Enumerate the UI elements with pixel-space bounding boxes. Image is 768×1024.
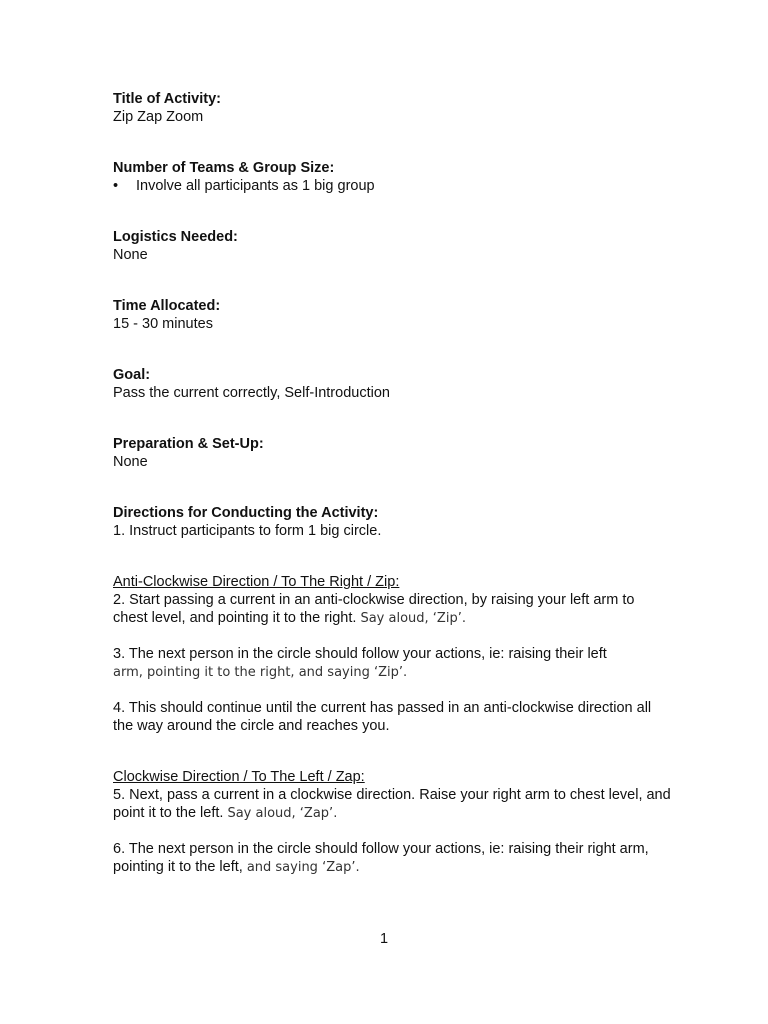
bullet-icon: • [113, 178, 119, 194]
step-6-quote: and saying ‘Zap’. [246, 860, 360, 875]
step-2-quote: Say aloud, ‘Zip’. [360, 611, 466, 626]
step-5-text: 5. Next, pass a current in a clockwise direction. Raise your right arm to chest level, and point it to the left. [113, 787, 671, 821]
section-heading: Number of Teams & Group Size: [113, 160, 335, 176]
section-heading: Logistics Needed: [113, 229, 238, 245]
section-body: None [113, 454, 148, 470]
step-6 [113, 840, 673, 877]
section-goal [113, 366, 673, 402]
section-heading: Preparation & Set-Up: [113, 436, 264, 452]
step-2-text: 2. Start passing a current in an anti-clockwise direction, by raising your left arm to chest level, and pointing it to the right. [113, 592, 635, 626]
step-3-text: 3. The next person in the circle should follow your actions, ie: raising their left [113, 646, 607, 662]
step-3 [113, 645, 673, 682]
bullet-list [113, 177, 673, 195]
step-6-text: 6. The next person in the circle should follow your actions, ie: raising their right arm, pointing it to the left, [113, 841, 649, 875]
document-page [113, 90, 673, 894]
section-body: Zip Zap Zoom [113, 109, 204, 125]
section-heading: Goal: [113, 367, 151, 383]
section-body: Pass the current correctly, Self-Introduction [113, 385, 390, 401]
page-number: 1 [379, 931, 389, 947]
step-4: 4. This should continue until the current has passed in an anti-clockwise direction all the way around the circle and reaches you. [113, 700, 652, 734]
step-5-quote: Say aloud, ‘Zap’. [227, 806, 338, 821]
section-preparation [113, 435, 673, 471]
step-5 [113, 786, 673, 823]
step-1: 1. Instruct participants to form 1 big circle. [113, 523, 382, 539]
section-heading: Time Allocated: [113, 298, 221, 314]
clockwise-subheading: Clockwise Direction / To The Left / Zap: [113, 769, 365, 785]
list-item-text: Involve all participants as 1 big group [136, 178, 375, 194]
spacer [113, 540, 673, 573]
step-2 [113, 591, 673, 628]
section-body: None [113, 247, 148, 263]
section-time-allocated [113, 297, 673, 333]
list-item [113, 177, 673, 195]
section-teams-group-size [113, 159, 673, 195]
section-title-of-activity [113, 90, 673, 126]
section-directions [113, 504, 673, 877]
step-3-quote: arm, pointing it to the right, and saying ‘Zip’. [113, 665, 408, 680]
section-logistics [113, 228, 673, 264]
section-heading: Title of Activity: [113, 91, 221, 107]
section-heading: Directions for Conducting the Activity: [113, 505, 379, 521]
section-body: 15 - 30 minutes [113, 316, 213, 332]
anticlockwise-subheading: Anti-Clockwise Direction / To The Right / Zip: [113, 574, 400, 590]
spacer [113, 752, 673, 768]
